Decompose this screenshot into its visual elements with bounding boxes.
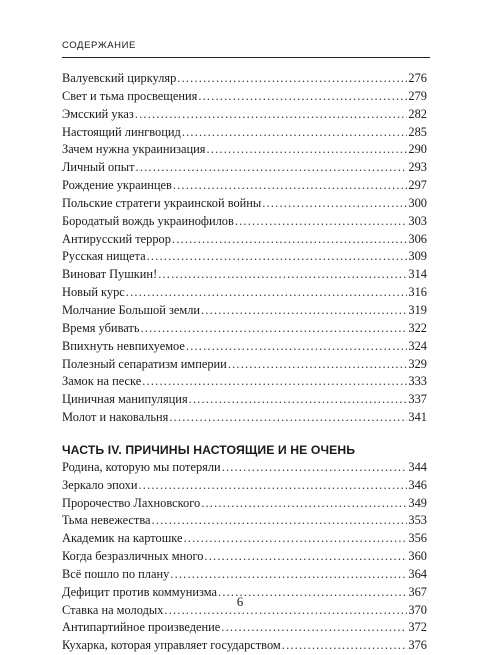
header-divider xyxy=(62,57,430,58)
dot-leader xyxy=(228,356,408,374)
toc-entry xyxy=(62,495,427,513)
toc-entry xyxy=(62,177,427,195)
toc-entry-title: Академик на картошке xyxy=(62,531,183,546)
toc-entry xyxy=(62,477,427,495)
toc-entry-title: Настоящий лингвоцид xyxy=(62,124,181,139)
toc-entry-page: 306 xyxy=(408,231,427,246)
toc-entry-title: Виноват Пушкин! xyxy=(62,267,158,282)
toc-entry-page: 329 xyxy=(408,356,427,371)
toc-entry-title: Валуевский циркуляр xyxy=(62,71,177,85)
toc-entry xyxy=(62,566,427,584)
toc-entry-page: 276 xyxy=(408,71,427,85)
dot-leader xyxy=(222,459,408,477)
toc-entry xyxy=(62,619,427,637)
toc-entry xyxy=(62,302,427,320)
toc-entry xyxy=(62,409,427,427)
toc-entry-title: Дефицит против коммунизма xyxy=(62,584,218,599)
dot-leader xyxy=(262,195,407,213)
toc-entry-title: Полезный сепаратизм империи xyxy=(62,356,227,371)
toc-entry-title: Пророчество Лахновского xyxy=(62,495,201,510)
toc-entry xyxy=(62,356,427,374)
dot-leader xyxy=(201,302,407,320)
toc-entry-title: Зачем нужна украинизация xyxy=(62,142,206,157)
dot-leader xyxy=(177,70,407,88)
toc-entry-title: Новый курс xyxy=(62,285,125,300)
toc-entry xyxy=(62,231,427,249)
dot-leader xyxy=(138,477,407,495)
toc-entry-title: Ставка на молодых xyxy=(62,602,164,617)
toc-entry-title: Циничная манипуляция xyxy=(62,392,188,407)
toc-entry xyxy=(62,320,427,338)
dot-leader xyxy=(152,512,408,530)
toc-entry xyxy=(62,530,427,548)
toc-entry-page: 372 xyxy=(408,620,427,635)
toc-entry-title: Время убивать xyxy=(62,320,140,335)
toc-entry xyxy=(62,195,427,213)
dot-leader xyxy=(172,231,407,249)
toc-entry-title: Впихнуть невпихуемое xyxy=(62,338,185,353)
toc-entry-page: 360 xyxy=(408,549,427,564)
toc-entry-page: 316 xyxy=(408,285,427,300)
toc-entry-title: Кухарка, которая управляет государством xyxy=(62,638,281,653)
toc-entry-page: 341 xyxy=(408,410,427,425)
toc-entry xyxy=(62,284,427,302)
toc-entry-page: 333 xyxy=(408,374,427,389)
dot-leader xyxy=(183,530,407,548)
toc-entry xyxy=(62,248,427,266)
toc-entry-page: 346 xyxy=(408,477,427,492)
toc-entry-title: Бородатый вождь украинофилов xyxy=(62,213,234,228)
dot-leader xyxy=(173,177,408,195)
toc-entry-page: 344 xyxy=(408,459,427,474)
toc-entry-page: 290 xyxy=(408,142,427,157)
toc-entry-title: Русская нищета xyxy=(62,249,146,264)
toc-entry xyxy=(62,70,427,88)
toc-entry xyxy=(62,141,427,159)
toc-entry-page: 279 xyxy=(408,88,427,103)
toc-entry-title: Замок на песке xyxy=(62,374,142,389)
toc-entry xyxy=(62,338,427,356)
dot-leader xyxy=(282,637,408,655)
toc-entry xyxy=(62,213,427,231)
dot-leader xyxy=(204,548,407,566)
dot-leader xyxy=(186,338,408,356)
dot-leader xyxy=(126,284,408,302)
toc-entry-page: 367 xyxy=(408,584,427,599)
dot-leader xyxy=(170,566,407,584)
toc-entry xyxy=(62,548,427,566)
toc-entry-page: 319 xyxy=(408,302,427,317)
toc-entry xyxy=(62,391,427,409)
dot-leader xyxy=(142,373,407,391)
dot-leader xyxy=(201,495,407,513)
toc-entry xyxy=(62,459,427,477)
toc-entry-page: 282 xyxy=(408,106,427,121)
toc-entry-page: 349 xyxy=(408,495,427,510)
toc-entry-title: Когда безразличных много xyxy=(62,549,204,564)
toc-entry xyxy=(62,637,427,655)
dot-leader xyxy=(207,141,408,159)
toc-entry-title: Тьма невежества xyxy=(62,513,151,528)
dot-leader xyxy=(158,266,407,284)
toc-entry-title: Всё пошло по плану xyxy=(62,566,170,581)
dot-leader xyxy=(198,88,407,106)
toc-entry-title: Личный опыт xyxy=(62,160,135,175)
toc-entry-page: 300 xyxy=(408,195,427,210)
toc-entry-title: Эмсский указ xyxy=(62,106,134,121)
dot-leader xyxy=(135,106,408,124)
toc-entry-page: 337 xyxy=(408,392,427,407)
toc-entry-page: 322 xyxy=(408,320,427,335)
toc-entry-page: 309 xyxy=(408,249,427,264)
toc-entry-title: Польские стратеги украинской войны xyxy=(62,195,262,210)
toc-entry xyxy=(62,124,427,142)
toc-entry-title: Свет и тьма просвещения xyxy=(62,88,198,103)
toc-entry-page: 314 xyxy=(408,267,427,282)
toc-entry-page: 376 xyxy=(408,638,427,653)
toc-entry xyxy=(62,159,427,177)
toc-entry-title: Антирусский террор xyxy=(62,231,171,246)
page-number: 6 xyxy=(236,594,244,609)
dot-leader xyxy=(235,213,408,231)
toc-entry-title: Зеркало эпохи xyxy=(62,477,138,492)
dot-leader xyxy=(221,619,407,637)
toc-entry-page: 297 xyxy=(408,178,427,193)
toc-entry-title: Рождение украинцев xyxy=(62,178,172,193)
toc-entry xyxy=(62,88,427,106)
toc-entry-title: Антипартийное произведение xyxy=(62,620,221,635)
dot-leader xyxy=(189,391,408,409)
toc-entry xyxy=(62,373,427,391)
toc-entry-title: Родина, которую мы потеряли xyxy=(62,459,221,474)
table-of-contents xyxy=(62,70,427,655)
toc-entry xyxy=(62,512,427,530)
dot-leader xyxy=(136,159,408,177)
toc-entry-title: Молчание Большой земли xyxy=(62,302,201,317)
running-title: СОДЕРЖАНИЕ xyxy=(62,40,136,51)
dot-leader xyxy=(141,320,408,338)
toc-entry-page: 303 xyxy=(408,213,427,228)
toc-entry-page: 353 xyxy=(408,513,427,528)
dot-leader xyxy=(169,409,407,427)
toc-entry xyxy=(62,266,427,284)
toc-entry-page: 293 xyxy=(408,160,427,175)
dot-leader xyxy=(147,248,408,266)
toc-entry xyxy=(62,106,427,124)
toc-entry-page: 356 xyxy=(408,531,427,546)
toc-entry-page: 364 xyxy=(408,566,427,581)
toc-entry-title: Молот и наковальня xyxy=(62,410,169,425)
toc-list-part-4 xyxy=(62,459,427,655)
toc-entry-page: 324 xyxy=(408,338,427,353)
toc-list xyxy=(62,70,427,427)
part-heading: ЧАСТЬ IV. ПРИЧИНЫ НАСТОЯЩИЕ И НЕ ОЧЕНЬ xyxy=(62,442,356,457)
toc-entry-page: 370 xyxy=(408,602,427,617)
toc-entry-page: 285 xyxy=(408,124,427,139)
dot-leader xyxy=(182,124,408,142)
